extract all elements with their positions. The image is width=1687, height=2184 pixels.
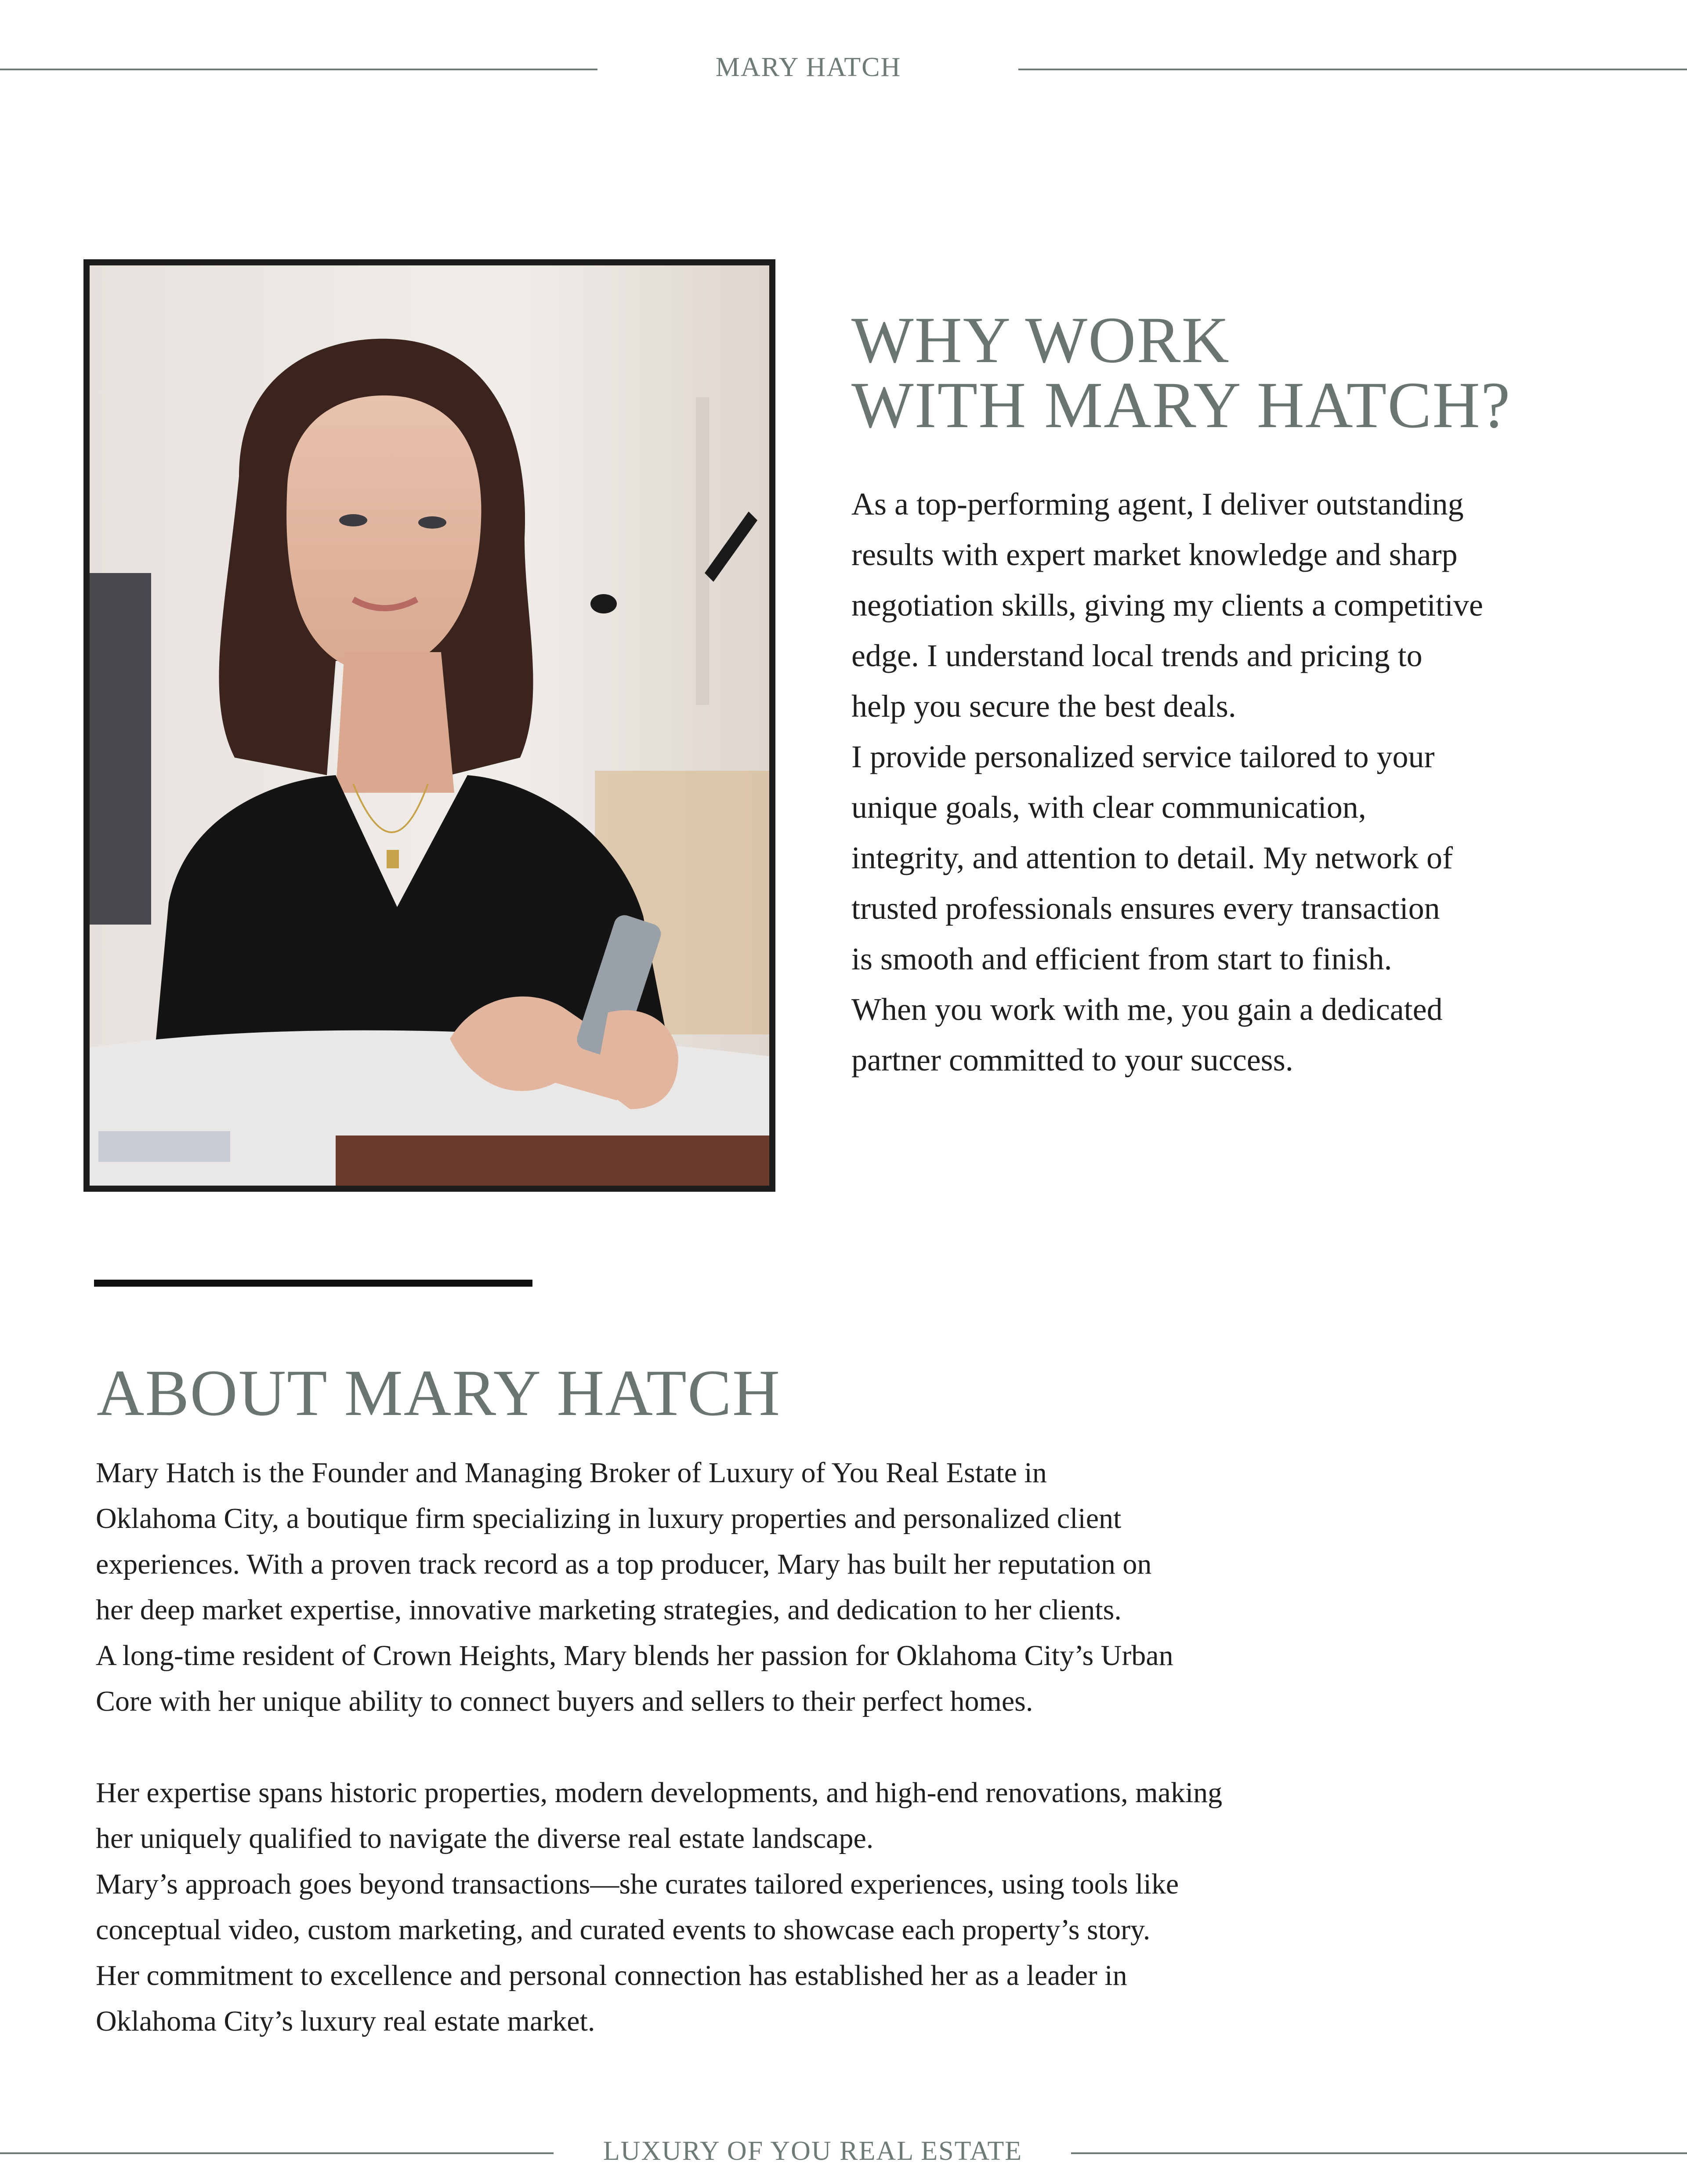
about-body [96, 1450, 1502, 2044]
about-line: Her expertise spans historic properties, modern developments, and high-end renovations, making [96, 1777, 1223, 1809]
header-rule-left [0, 69, 597, 70]
about-line: her deep market expertise, innovative marketing strategies, and dedication to her clients. [96, 1594, 1122, 1626]
footer-rule-right [1071, 2152, 1687, 2154]
footer-rule-left [0, 2152, 554, 2154]
why-work-body [851, 479, 1625, 1085]
section-divider [94, 1280, 532, 1287]
about-line: Core with her unique ability to connect buyers and sellers to their perfect homes. [96, 1685, 1033, 1717]
why-body-line: is smooth and efficient from start to finish. [851, 941, 1392, 976]
header-rule-right [1018, 69, 1687, 70]
why-body-line: trusted professionals ensures every transaction [851, 891, 1440, 926]
why-work-heading [851, 304, 1642, 442]
about-line: Oklahoma City, a boutique firm specializing in luxury properties and personalized client [96, 1502, 1122, 1535]
why-body-line: I provide personalized service tailored to your [851, 739, 1435, 774]
agent-portrait-photo [83, 259, 775, 1192]
about-line: Mary Hatch is the Founder and Managing Broker of Luxury of You Real Estate in [96, 1457, 1047, 1489]
about-line: A long-time resident of Crown Heights, Mary blends her passion for Oklahoma City’s Urban [96, 1640, 1173, 1672]
portrait-illustration [90, 265, 769, 1186]
why-body-line: unique goals, with clear communication, [851, 790, 1366, 825]
why-body-line: integrity, and attention to detail. My network of [851, 840, 1453, 875]
why-body-line: help you secure the best deals. [851, 689, 1236, 724]
about-line: her uniquely qualified to navigate the diverse real estate landscape. [96, 1822, 874, 1854]
about-paragraph-2 [96, 1770, 1502, 2044]
why-body-line: edge. I understand local trends and pricing to [851, 638, 1423, 673]
about-line: Oklahoma City’s luxury real estate market. [96, 2005, 595, 2037]
why-body-line: When you work with me, you gain a dedicated [851, 992, 1443, 1027]
header-title: MARY HATCH [715, 52, 901, 82]
about-heading: ABOUT MARY HATCH [97, 1357, 781, 1429]
why-body-line: negotiation skills, giving my clients a competitive [851, 588, 1483, 623]
why-body-line: partner committed to your success. [851, 1042, 1293, 1077]
footer-title: LUXURY OF YOU REAL ESTATE [603, 2136, 1023, 2166]
about-line: Mary’s approach goes beyond transactions—she curates tailored experiences, using tools like [96, 1868, 1179, 1900]
why-body-line: As a top-performing agent, I deliver outstanding [851, 486, 1464, 522]
why-title-line-2: WITH MARY HATCH? [851, 369, 1511, 442]
about-paragraph-1 [96, 1450, 1502, 1724]
why-title-line-1: WHY WORK [851, 304, 1230, 377]
why-body-line: results with expert market knowledge and sharp [851, 537, 1458, 572]
about-line: Her commitment to excellence and personal connection has established her as a leader in [96, 1959, 1127, 1992]
about-line: experiences. With a proven track record as a top producer, Mary has built her reputation on [96, 1548, 1152, 1580]
about-line: conceptual video, custom marketing, and curated events to showcase each property’s story. [96, 1914, 1151, 1946]
